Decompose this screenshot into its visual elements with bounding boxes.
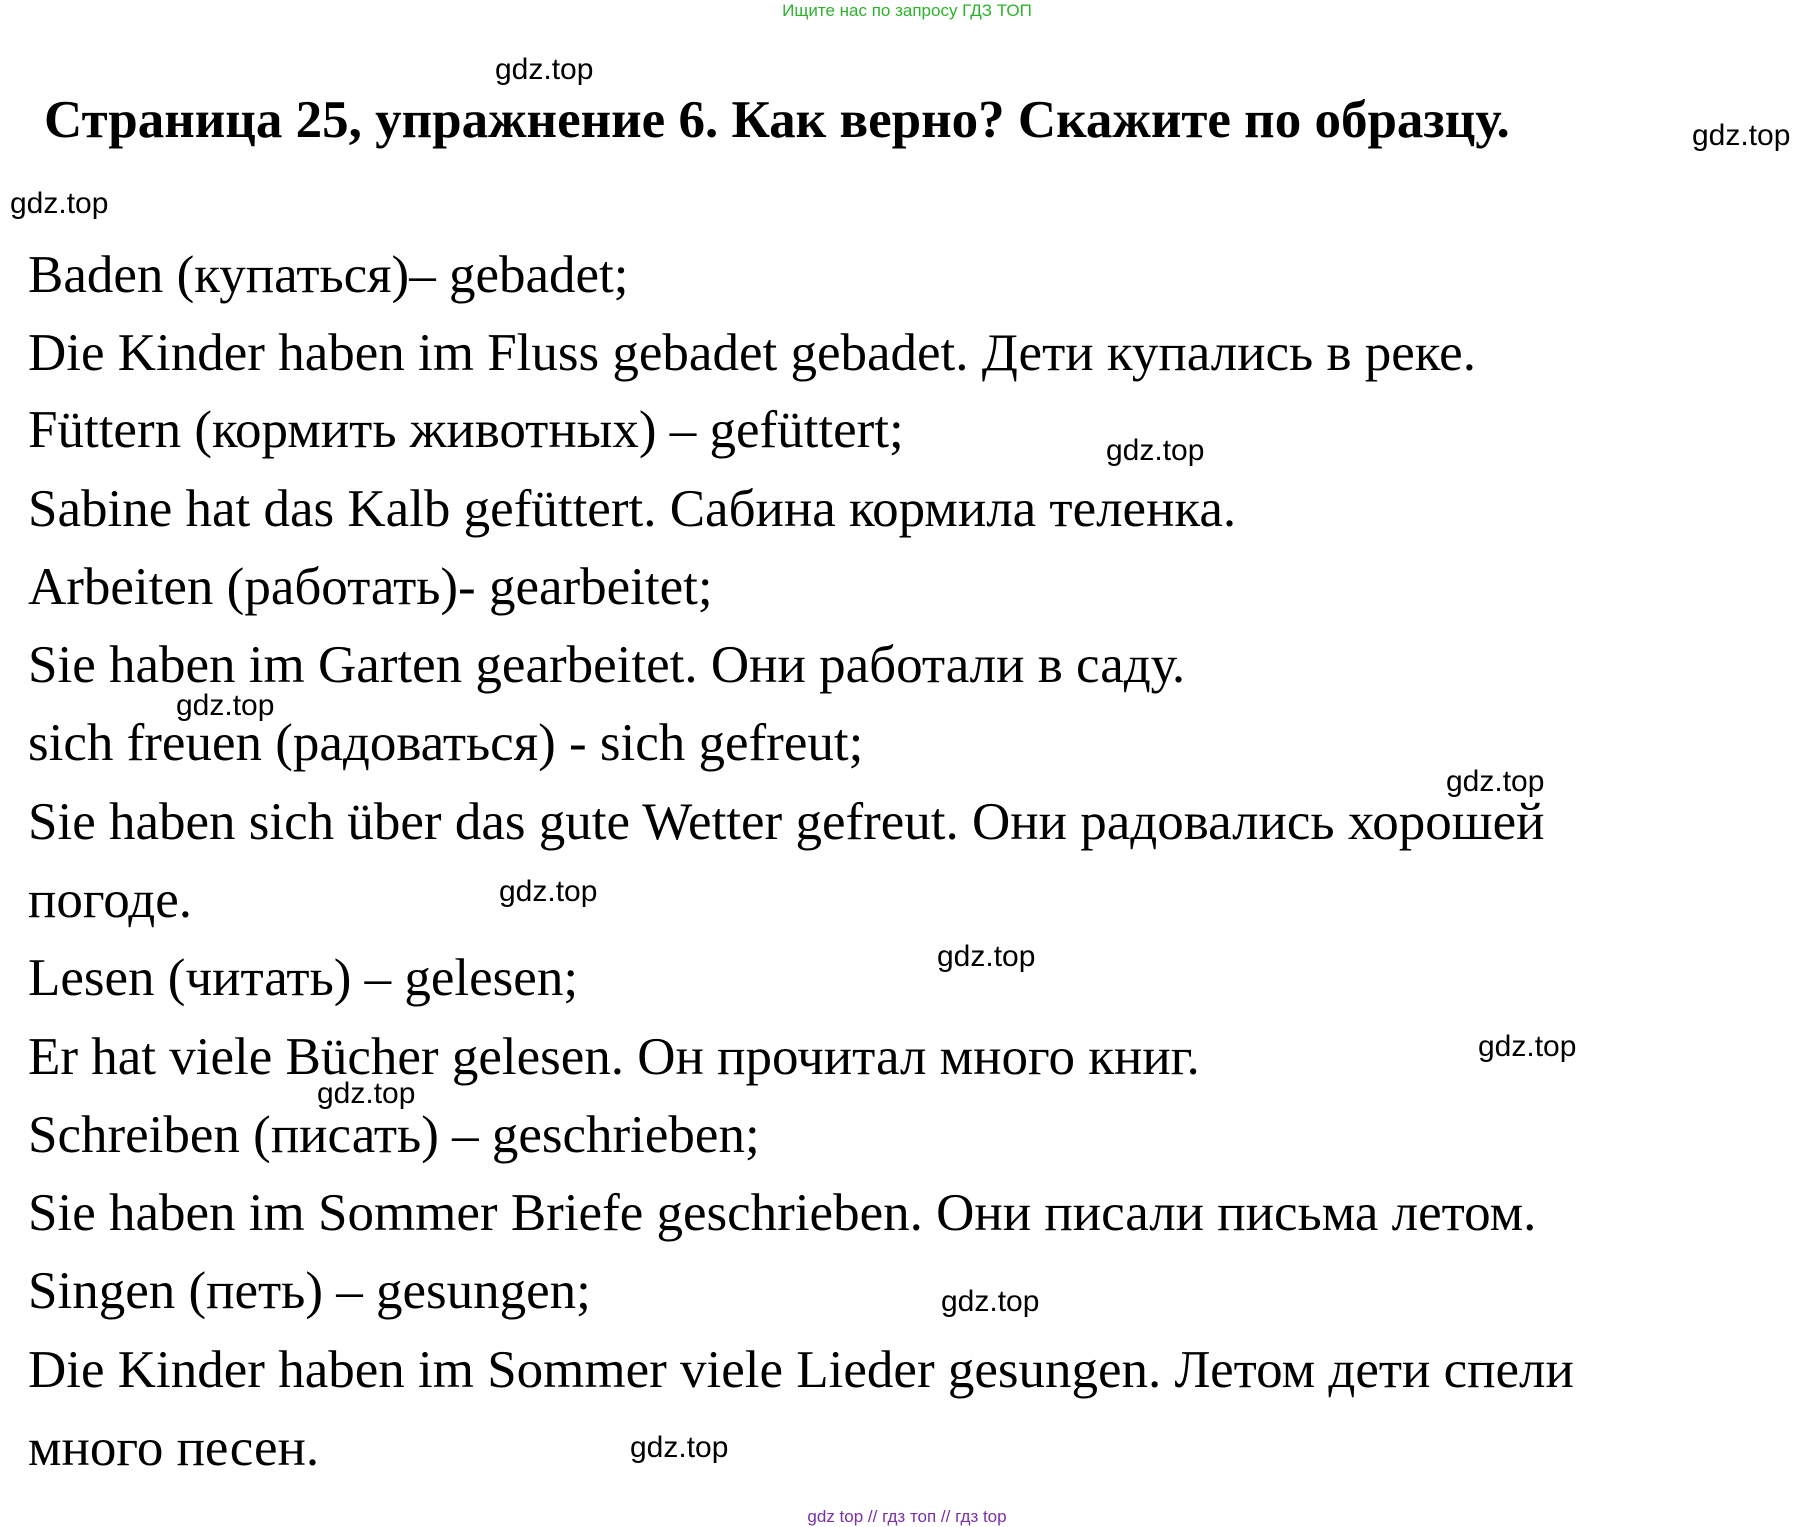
- watermark: gdz.top: [495, 53, 594, 86]
- text-line: много песен.: [28, 1419, 320, 1477]
- watermark: gdz.top: [937, 940, 1036, 973]
- text-line: Baden (купаться)– gebadet;: [28, 246, 629, 304]
- text-line: Lesen (читать) – gelesen;: [28, 949, 579, 1007]
- watermark: gdz.top: [317, 1077, 416, 1110]
- text-line: Arbeiten (работать)- gearbeitet;: [28, 558, 713, 616]
- watermark: gdz.top: [1478, 1030, 1577, 1063]
- watermark: gdz.top: [630, 1431, 729, 1464]
- watermark: gdz.top: [1106, 434, 1205, 467]
- watermark: gdz.top: [499, 875, 598, 908]
- top-banner: Ищите нас по запросу ГДЗ ТОП: [782, 1, 1032, 20]
- text-line: Sabine hat das Kalb gefüttert. Сабина кормила теленка.: [28, 480, 1237, 538]
- text-line: Schreiben (писать) – geschrieben;: [28, 1106, 760, 1164]
- text-line: Sie haben im Sommer Briefe geschrieben. Они писали письма летом.: [28, 1184, 1537, 1242]
- text-line: Die Kinder haben im Sommer viele Lieder gesungen. Летом дети спели: [28, 1341, 1574, 1399]
- text-line: погоде.: [28, 871, 192, 929]
- text-line: Die Kinder haben im Fluss gebadet gebadet. Дети купались в реке.: [28, 324, 1476, 382]
- watermark: gdz.top: [1692, 119, 1791, 152]
- watermark: gdz.top: [1446, 765, 1545, 798]
- text-line: Sie haben sich über das gute Wetter gefreut. Они радовались хорошей: [28, 793, 1545, 851]
- watermark: gdz.top: [10, 187, 109, 220]
- watermark: gdz.top: [176, 689, 275, 722]
- footer-links: gdz top // гдз топ // гдз top: [807, 1507, 1007, 1526]
- watermark: gdz.top: [941, 1285, 1040, 1318]
- text-line: Füttern (кормить животных) – gefüttert;: [28, 401, 904, 459]
- text-line: Singen (петь) – gesungen;: [28, 1262, 591, 1320]
- text-line: Sie haben im Garten gearbeitet. Они работали в саду.: [28, 636, 1186, 694]
- text-line: sich freuen (радоваться) - sich gefreut;: [28, 714, 864, 772]
- text-line: Er hat viele Bücher gelesen. Он прочитал много книг.: [28, 1028, 1200, 1086]
- page-title: Страница 25, упражнение 6. Как верно? Скажите по образцу.: [44, 91, 1510, 149]
